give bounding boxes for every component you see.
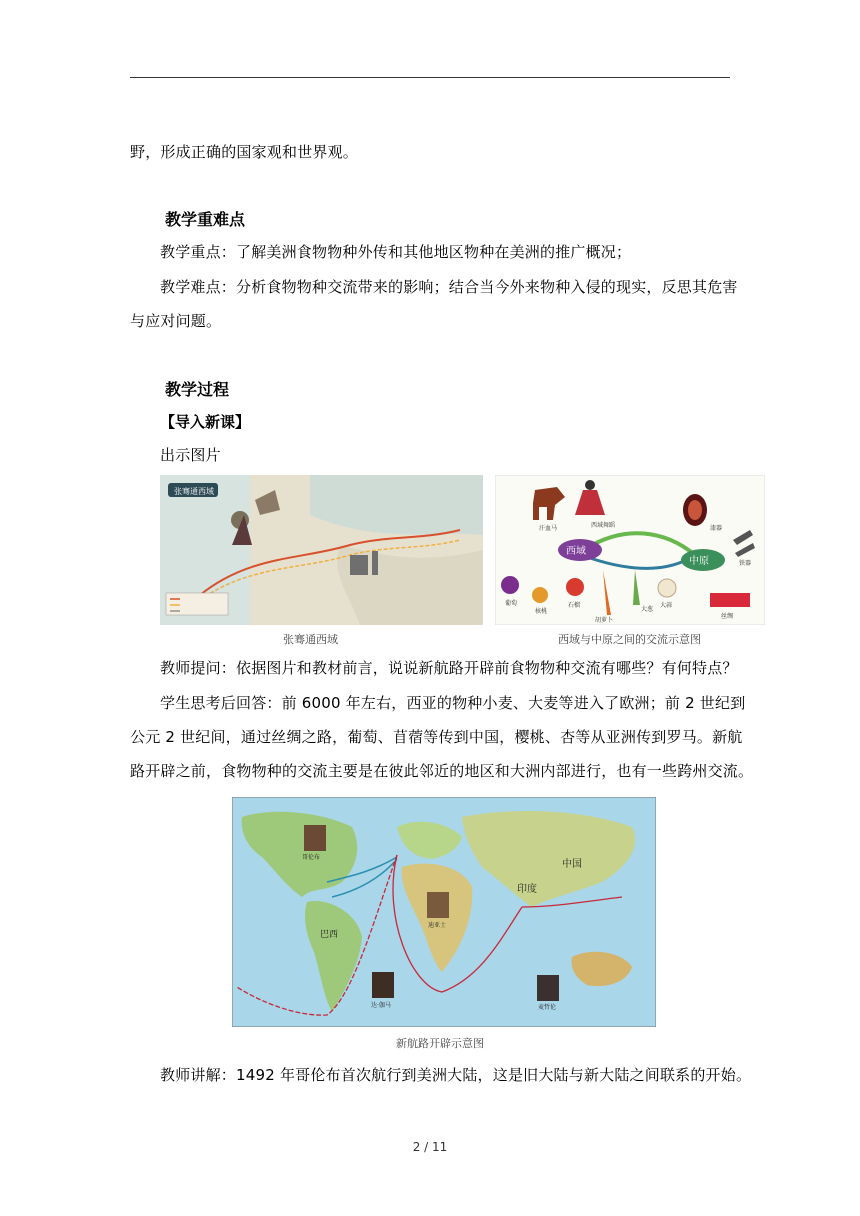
label-india: 印度 [517, 884, 537, 895]
student-answer-line2: 公元 2 世纪间，通过丝绸之路，葡萄、苜蓿等传到中国，樱桃、杏等从亚洲传到罗马。新航 [130, 728, 743, 746]
paragraph-continuation: 野，形成正确的国家观和世界观。 [130, 143, 359, 161]
header-rule [130, 77, 730, 78]
label-lacquer: 漆器 [710, 525, 723, 532]
label-china: 中国 [562, 859, 582, 870]
focus-text: 教学重点：了解美洲食物物种外传和其他地区物种在美洲的推广概况； [160, 243, 632, 261]
label-columbus: 哥伦布 [302, 854, 321, 861]
difficulty-text-line2: 与应对问题。 [130, 312, 222, 330]
label-carrot: 胡萝卜 [595, 617, 614, 624]
teacher-question: 教师提问：依据图片和教材前言，说说新航路开辟前食物物种交流有哪些？有何特点？ [160, 659, 738, 677]
label-horse: 汗血马 [539, 525, 558, 532]
section-intro: 【导入新课】 [160, 413, 251, 431]
caption-exchange: 西域与中原之间的交流示意图 [558, 633, 701, 646]
label-xiyu: 西域 [566, 546, 586, 557]
label-brazil: 巴西 [320, 930, 339, 940]
label-silk: 丝绸 [721, 613, 734, 620]
label-dagama: 达·伽马 [371, 1002, 391, 1009]
label-dance: 西域舞蹈 [591, 522, 616, 529]
label-magellan: 麦哲伦 [538, 1004, 557, 1011]
left-map-title: 张骞通西域 [174, 487, 214, 496]
student-answer-line3: 路开辟之前，食物物种的交流主要是在彼此邻近的地区和大洲内部进行，也有一些跨州交流。 [130, 762, 754, 780]
show-pictures-text: 出示图片 [160, 446, 221, 464]
zhangqian-map-image [160, 475, 483, 625]
label-garlic: 大蒜 [660, 602, 673, 609]
label-grape: 葡萄 [505, 600, 518, 607]
page-number: 2 / 11 [412, 1140, 448, 1154]
difficulty-text-line1: 教学难点：分析食物物种交流带来的影响；结合当今外来物种入侵的现实，反思其危害 [160, 278, 738, 296]
label-pomegranate: 石榴 [568, 602, 581, 609]
teacher-explanation: 教师讲解：1492 年哥伦布首次航行到美洲大陆，这是旧大陆与新大陆之间联系的开始。 [160, 1066, 752, 1084]
heading-process: 教学过程 [165, 380, 230, 399]
label-zhongyuan: 中原 [689, 556, 709, 567]
label-onion: 大葱 [641, 606, 654, 613]
caption-sea-routes: 新航路开辟示意图 [396, 1037, 484, 1050]
new-sea-routes-map-image [232, 797, 656, 1027]
heading-difficulty: 教学重难点 [165, 210, 246, 229]
label-iron: 铁器 [739, 560, 752, 567]
label-walnut: 核桃 [535, 608, 548, 615]
caption-zhangqian: 张骞通西域 [283, 633, 338, 646]
label-dias: 迪亚士 [428, 922, 447, 929]
student-answer-line1: 学生思考后回答：前 6000 年左右，西亚的物种小麦、大麦等进入了欧洲；前 2 世纪到 [160, 694, 746, 712]
exchange-diagram-image [495, 475, 765, 625]
